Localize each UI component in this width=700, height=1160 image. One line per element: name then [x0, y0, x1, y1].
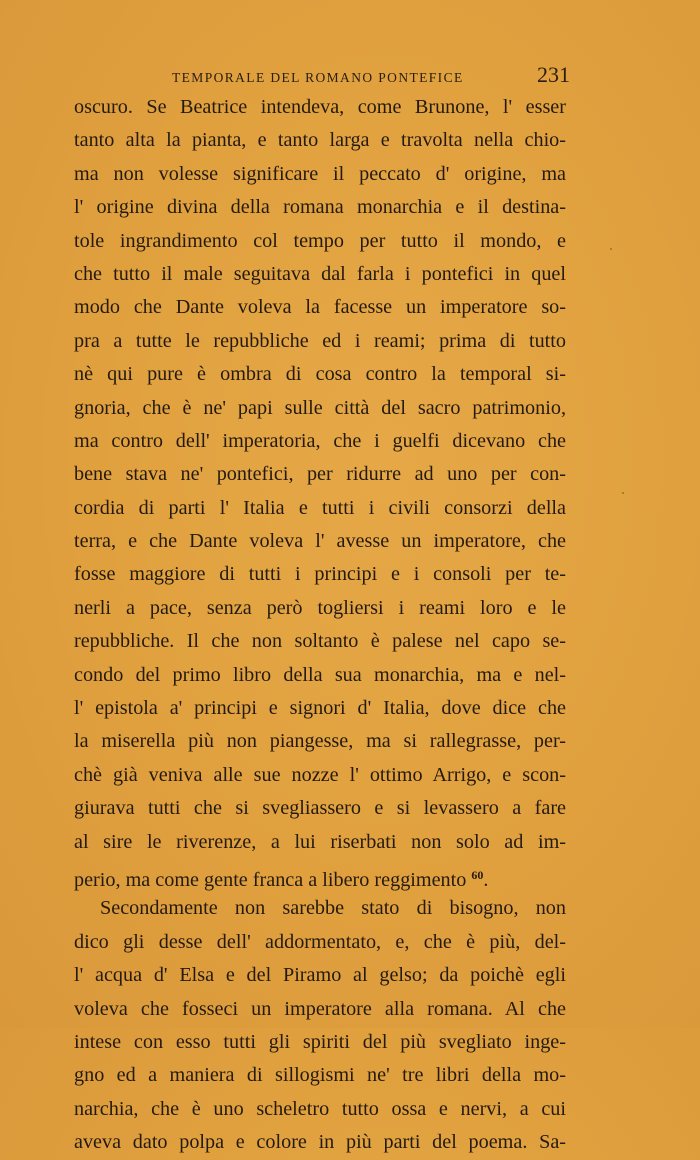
paragraph-first-line: Secondamente non sarebbe stato di bisogno, non — [100, 897, 566, 920]
text-line: giurava tutti che si svegliassero e si levassero a fare — [74, 797, 566, 820]
text-line: al sire le riverenze, a lui riserbati non solo ad im- — [74, 830, 566, 853]
text-line: aveva dato polpa e colore in più parti del poema. Sa- — [74, 1131, 566, 1154]
end-punct: . — [483, 868, 489, 891]
text-line: voleva che fosseci un imperatore alla romana. Al che — [74, 997, 566, 1020]
text-line: terra, e che Dante voleva l' avesse un imperatore, che — [74, 530, 566, 553]
page-number: 231 — [537, 62, 570, 87]
running-head: TEMPORALE DEL ROMANO PONTEFICE — [172, 70, 464, 85]
text-line: l' acqua d' Elsa e del Piramo al gelso; da poichè egli — [74, 964, 566, 987]
text-line: bene stava ne' pontefici, per ridurre ad uno per con- — [74, 463, 566, 486]
text-line: la miserella più non piangesse, ma si rallegrasse, per- — [74, 730, 566, 753]
text-line: dico gli desse dell' addormentato, e, che è più, del- — [74, 930, 566, 953]
text-line: chè già veniva alle sue nozze l' ottimo Arrigo, e scon- — [74, 763, 566, 786]
text-line: tanto alta la pianta, e tanto larga e travolta nella chio- — [74, 129, 566, 152]
body-text — [74, 91, 566, 1160]
paper-speck — [610, 248, 612, 250]
text-line: ma contro dell' imperatoria, che i guelfi dicevano che — [74, 429, 566, 452]
text-line: modo che Dante voleva la facesse un imperatore so- — [74, 296, 566, 319]
text-line: gno ed a maniera di sillogismi ne' tre libri della mo- — [74, 1064, 566, 1087]
page-header — [74, 62, 570, 92]
text-line-with-footnote — [74, 859, 566, 892]
text-line: che tutto il male seguitava dal farla i pontefici in quel — [74, 262, 566, 285]
text-line: tole ingrandimento col tempo per tutto il mondo, e — [74, 229, 566, 252]
text-line: nè qui pure è ombra di cosa contro la temporal si- — [74, 363, 566, 386]
text-line: intese con esso tutti gli spiriti del più svegliato inge- — [74, 1030, 566, 1053]
text-line: fosse maggiore di tutti i principi e i consoli per te- — [74, 563, 566, 586]
text-line: cordia di parti l' Italia e tutti i civili consorzi della — [74, 496, 566, 519]
text-line: narchia, che è uno scheletro tutto ossa e nervi, a cui — [74, 1097, 566, 1120]
text-line: perio, ma come gente franca a libero reggimento — [74, 868, 467, 891]
text-line: condo del primo libro della sua monarchia, ma e nel- — [74, 663, 566, 686]
text-line: repubbliche. Il che non soltanto è palese nel capo se- — [74, 630, 566, 653]
text-line: gnoria, che è ne' papi sulle città del sacro patrimonio, — [74, 396, 566, 419]
text-line: ma non volesse significare il peccato d' origine, ma — [74, 162, 566, 185]
text-line: nerli a pace, senza però togliersi i reami loro e le — [74, 596, 566, 619]
text-line: l' epistola a' principi e signori d' Italia, dove dice che — [74, 697, 566, 720]
text-line: l' origine divina della romana monarchia e il destina- — [74, 196, 566, 219]
paper-speck — [622, 492, 624, 494]
text-line: oscuro. Se Beatrice intendeva, come Brunone, l' esser — [74, 96, 566, 118]
footnote-ref: 60 — [471, 867, 484, 882]
text-line: pra a tutte le repubbliche ed i reami; prima di tutto — [74, 329, 566, 352]
